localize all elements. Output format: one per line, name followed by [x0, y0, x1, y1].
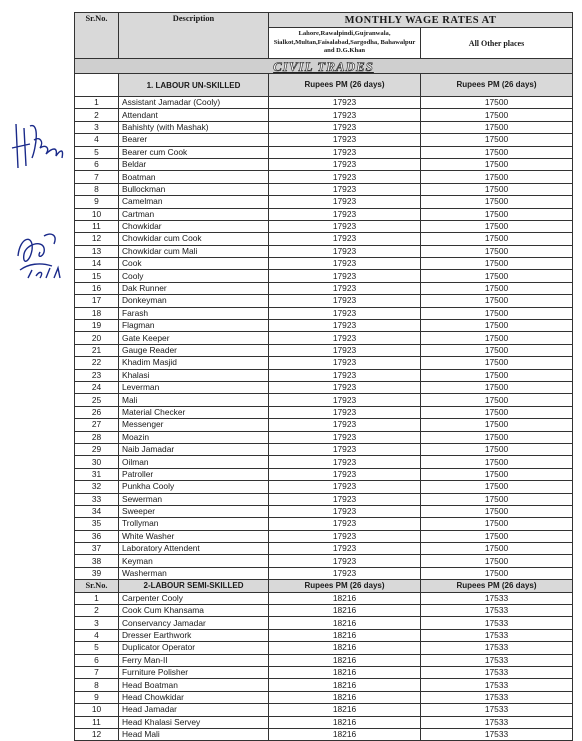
row-rate-a: 17923	[269, 406, 421, 418]
row-description: Cooly	[119, 270, 269, 282]
row-rate-a: 17923	[269, 493, 421, 505]
row-rate-b: 17500	[421, 419, 573, 431]
row-rate-b: 17500	[421, 121, 573, 133]
table-row	[75, 282, 573, 294]
row-rate-a: 17923	[269, 481, 421, 493]
row-sr-no: 7	[75, 666, 119, 678]
row-rate-a: 17923	[269, 567, 421, 579]
row-description: Attendant	[119, 109, 269, 121]
row-description: Sweeper	[119, 505, 269, 517]
row-description: White Washer	[119, 530, 269, 542]
row-sr-no: 29	[75, 443, 119, 455]
table-row	[75, 406, 573, 418]
row-sr-no: 21	[75, 344, 119, 356]
row-rate-b: 17500	[421, 258, 573, 270]
row-description: Khadim Masjid	[119, 357, 269, 369]
table-row	[75, 679, 573, 691]
row-description: Head Khalasi Servey	[119, 716, 269, 728]
section-blank-cell	[75, 74, 119, 97]
row-sr-no: 26	[75, 406, 119, 418]
row-sr-no: 5	[75, 642, 119, 654]
row-description: Leverman	[119, 381, 269, 393]
row-sr-no: 13	[75, 245, 119, 257]
table-row	[75, 518, 573, 530]
table-row	[75, 295, 573, 307]
rate-header-b: Rupees PM (26 days)	[421, 74, 573, 97]
row-rate-b: 17500	[421, 369, 573, 381]
row-sr-no: 4	[75, 134, 119, 146]
table-row	[75, 183, 573, 195]
table-row	[75, 158, 573, 170]
row-rate-b: 17500	[421, 431, 573, 443]
row-sr-no: 31	[75, 468, 119, 480]
row-rate-b: 17500	[421, 443, 573, 455]
row-rate-a: 17923	[269, 183, 421, 195]
row-sr-no: 2	[75, 605, 119, 617]
table-row	[75, 258, 573, 270]
row-rate-b: 17500	[421, 381, 573, 393]
row-rate-a: 17923	[269, 220, 421, 232]
row-description: Material Checker	[119, 406, 269, 418]
rate-header-a: Rupees PM (26 days)	[269, 74, 421, 97]
row-description: Bearer	[119, 134, 269, 146]
row-rate-b: 17500	[421, 171, 573, 183]
row-rate-b: 17500	[421, 134, 573, 146]
row-description: Flagman	[119, 320, 269, 332]
row-description: Ferry Man-II	[119, 654, 269, 666]
row-sr-no: 9	[75, 196, 119, 208]
row-rate-a: 17923	[269, 295, 421, 307]
row-description: Donkeyman	[119, 295, 269, 307]
table-row	[75, 419, 573, 431]
row-sr-no: 39	[75, 567, 119, 579]
row-sr-no: 7	[75, 171, 119, 183]
row-sr-no: 28	[75, 431, 119, 443]
table-row	[75, 121, 573, 133]
table-row	[75, 97, 573, 109]
table-row	[75, 381, 573, 393]
row-sr-no: 14	[75, 258, 119, 270]
table-row	[75, 642, 573, 654]
row-rate-b: 17500	[421, 344, 573, 356]
row-sr-no: 16	[75, 282, 119, 294]
row-description: Patroller	[119, 468, 269, 480]
row-rate-b: 17500	[421, 158, 573, 170]
row-rate-b: 17500	[421, 406, 573, 418]
row-rate-b: 17533	[421, 679, 573, 691]
row-sr-no: 8	[75, 183, 119, 195]
table-row	[75, 505, 573, 517]
row-sr-no: 1	[75, 97, 119, 109]
header-region-a: Lahore,Rawalpindi,Gujranwala, Sialkot,Multan,Faisalabad,Sargodha, Bahawalpur and D.G.Khan	[269, 28, 421, 59]
row-rate-a: 18216	[269, 716, 421, 728]
row-rate-a: 17923	[269, 270, 421, 282]
row-description: Cook	[119, 258, 269, 270]
row-rate-b: 17500	[421, 270, 573, 282]
row-rate-a: 17923	[269, 196, 421, 208]
row-sr-no: 12	[75, 233, 119, 245]
table-row	[75, 617, 573, 629]
row-rate-a: 18216	[269, 728, 421, 740]
row-description: Bahishty (with Mashak)	[119, 121, 269, 133]
row-rate-a: 17923	[269, 97, 421, 109]
table-row	[75, 233, 573, 245]
row-rate-b: 17500	[421, 245, 573, 257]
row-sr-no: 19	[75, 320, 119, 332]
row-rate-a: 17923	[269, 505, 421, 517]
row-rate-b: 17500	[421, 567, 573, 579]
row-description: Carpenter Cooly	[119, 592, 269, 604]
table-row	[75, 530, 573, 542]
row-sr-no: 8	[75, 679, 119, 691]
table-row	[75, 468, 573, 480]
table-row	[75, 344, 573, 356]
row-description: Cartman	[119, 208, 269, 220]
row-rate-b: 17533	[421, 728, 573, 740]
row-rate-a: 17923	[269, 258, 421, 270]
row-sr-no: 25	[75, 394, 119, 406]
row-rate-a: 18216	[269, 592, 421, 604]
row-description: Chowkidar cum Mali	[119, 245, 269, 257]
row-sr-no: 6	[75, 654, 119, 666]
row-rate-a: 17923	[269, 171, 421, 183]
row-rate-b: 17500	[421, 357, 573, 369]
table-row	[75, 555, 573, 567]
row-sr-no: 11	[75, 716, 119, 728]
row-sr-no: 11	[75, 220, 119, 232]
row-description: Naib Jamadar	[119, 443, 269, 455]
row-rate-b: 17500	[421, 307, 573, 319]
row-sr-no: 4	[75, 629, 119, 641]
row-rate-a: 17923	[269, 121, 421, 133]
row-rate-b: 17500	[421, 97, 573, 109]
table-row	[75, 704, 573, 716]
row-rate-a: 17923	[269, 307, 421, 319]
row-rate-a: 18216	[269, 679, 421, 691]
table-row	[75, 134, 573, 146]
row-rate-b: 17500	[421, 109, 573, 121]
header-description: Description	[119, 13, 269, 59]
row-rate-a: 18216	[269, 691, 421, 703]
row-rate-a: 17923	[269, 233, 421, 245]
row-sr-no: 2	[75, 109, 119, 121]
row-description: Assistant Jamadar (Cooly)	[119, 97, 269, 109]
table-row	[75, 369, 573, 381]
row-rate-b: 17533	[421, 666, 573, 678]
row-sr-no: 34	[75, 505, 119, 517]
row-description: Laboratory Attendent	[119, 543, 269, 555]
row-rate-b: 17500	[421, 208, 573, 220]
row-rate-b: 17533	[421, 605, 573, 617]
table-row	[75, 146, 573, 158]
row-rate-a: 18216	[269, 666, 421, 678]
table-row	[75, 332, 573, 344]
row-description: Conservancy Jamadar	[119, 617, 269, 629]
row-rate-b: 17533	[421, 654, 573, 666]
table-row	[75, 728, 573, 740]
row-sr-no: 27	[75, 419, 119, 431]
row-rate-b: 17500	[421, 282, 573, 294]
wage-rates-table	[74, 12, 573, 741]
category-title: CIVIL TRADES	[75, 59, 573, 74]
row-rate-b: 17500	[421, 233, 573, 245]
row-sr-no: 17	[75, 295, 119, 307]
table-row	[75, 307, 573, 319]
row-sr-no: 3	[75, 617, 119, 629]
row-rate-b: 17533	[421, 642, 573, 654]
table-row	[75, 357, 573, 369]
row-description: Chowkidar cum Cook	[119, 233, 269, 245]
row-rate-a: 17923	[269, 109, 421, 121]
row-sr-no: 23	[75, 369, 119, 381]
row-rate-b: 17533	[421, 592, 573, 604]
row-sr-no: 6	[75, 158, 119, 170]
row-description: Head Boatman	[119, 679, 269, 691]
row-rate-a: 17923	[269, 369, 421, 381]
table-row	[75, 629, 573, 641]
row-description: Duplicator Operator	[119, 642, 269, 654]
row-sr-no: 35	[75, 518, 119, 530]
row-description: Cook Cum Khansama	[119, 605, 269, 617]
table-row	[75, 716, 573, 728]
row-rate-a: 17923	[269, 543, 421, 555]
row-sr-no: 30	[75, 456, 119, 468]
row-description: Chowkidar	[119, 220, 269, 232]
row-rate-b: 17500	[421, 505, 573, 517]
table-row	[75, 666, 573, 678]
row-sr-no: 5	[75, 146, 119, 158]
row-sr-no: 33	[75, 493, 119, 505]
row-rate-b: 17500	[421, 518, 573, 530]
row-sr-no: 10	[75, 208, 119, 220]
row-rate-a: 17923	[269, 158, 421, 170]
row-description: Gate Keeper	[119, 332, 269, 344]
header-title: MONTHLY WAGE RATES AT	[269, 13, 573, 28]
row-rate-a: 17923	[269, 394, 421, 406]
row-rate-a: 18216	[269, 605, 421, 617]
row-description: Khalasi	[119, 369, 269, 381]
table-row	[75, 171, 573, 183]
row-rate-a: 17923	[269, 282, 421, 294]
row-sr-no: 36	[75, 530, 119, 542]
row-rate-b: 17500	[421, 543, 573, 555]
row-description: Messenger	[119, 419, 269, 431]
row-sr-no: 9	[75, 691, 119, 703]
table-row	[75, 245, 573, 257]
row-rate-b: 17500	[421, 295, 573, 307]
row-rate-a: 17923	[269, 530, 421, 542]
section-header-row	[75, 580, 573, 592]
row-rate-b: 17500	[421, 196, 573, 208]
rate-header-a-semiskilled: Rupees PM (26 days)	[269, 580, 421, 592]
row-sr-no: 1	[75, 592, 119, 604]
row-description: Beldar	[119, 158, 269, 170]
row-description: Bearer cum Cook	[119, 146, 269, 158]
row-rate-a: 17923	[269, 443, 421, 455]
handwritten-signature-2	[14, 226, 70, 282]
row-rate-a: 17923	[269, 431, 421, 443]
row-sr-no: 18	[75, 307, 119, 319]
row-description: Keyman	[119, 555, 269, 567]
row-description: Trollyman	[119, 518, 269, 530]
handwritten-signature-1	[10, 118, 66, 174]
table-row	[75, 493, 573, 505]
section-sr-no: Sr.No.	[75, 580, 119, 592]
row-sr-no: 15	[75, 270, 119, 282]
row-sr-no: 38	[75, 555, 119, 567]
table-row	[75, 543, 573, 555]
row-rate-a: 17923	[269, 555, 421, 567]
row-rate-a: 17923	[269, 332, 421, 344]
row-rate-b: 17500	[421, 481, 573, 493]
row-rate-b: 17533	[421, 617, 573, 629]
row-sr-no: 37	[75, 543, 119, 555]
row-rate-b: 17500	[421, 332, 573, 344]
row-description: Head Mali	[119, 728, 269, 740]
table-row	[75, 270, 573, 282]
row-rate-b: 17533	[421, 691, 573, 703]
row-sr-no: 32	[75, 481, 119, 493]
table-row	[75, 605, 573, 617]
row-rate-b: 17500	[421, 530, 573, 542]
row-sr-no: 10	[75, 704, 119, 716]
row-rate-a: 17923	[269, 381, 421, 393]
row-rate-a: 18216	[269, 654, 421, 666]
row-rate-b: 17500	[421, 493, 573, 505]
table-row	[75, 431, 573, 443]
row-description: Oilman	[119, 456, 269, 468]
table-row	[75, 654, 573, 666]
row-rate-b: 17500	[421, 146, 573, 158]
row-description: Dresser Earthwork	[119, 629, 269, 641]
row-rate-a: 17923	[269, 208, 421, 220]
row-rate-a: 17923	[269, 245, 421, 257]
row-rate-b: 17500	[421, 468, 573, 480]
row-description: Furniture Polisher	[119, 666, 269, 678]
row-rate-a: 18216	[269, 617, 421, 629]
table-row	[75, 320, 573, 332]
table-row	[75, 394, 573, 406]
row-rate-a: 18216	[269, 629, 421, 641]
row-sr-no: 3	[75, 121, 119, 133]
row-rate-b: 17500	[421, 183, 573, 195]
row-description: Bullockman	[119, 183, 269, 195]
row-rate-b: 17500	[421, 394, 573, 406]
row-sr-no: 20	[75, 332, 119, 344]
table-row	[75, 220, 573, 232]
row-rate-a: 17923	[269, 344, 421, 356]
row-rate-a: 17923	[269, 320, 421, 332]
section-unskilled-title: 1. LABOUR UN-SKILLED	[119, 74, 269, 97]
row-rate-a: 17923	[269, 146, 421, 158]
table-row	[75, 208, 573, 220]
row-rate-a: 17923	[269, 357, 421, 369]
row-rate-b: 17533	[421, 629, 573, 641]
row-sr-no: 24	[75, 381, 119, 393]
table-row	[75, 567, 573, 579]
row-rate-b: 17500	[421, 555, 573, 567]
row-rate-a: 17923	[269, 419, 421, 431]
row-description: Camelman	[119, 196, 269, 208]
table-row	[75, 456, 573, 468]
table-row	[75, 196, 573, 208]
row-description: Moazin	[119, 431, 269, 443]
row-description: Washerman	[119, 567, 269, 579]
table-row	[75, 481, 573, 493]
row-rate-a: 17923	[269, 468, 421, 480]
row-rate-a: 17923	[269, 134, 421, 146]
row-rate-a: 18216	[269, 704, 421, 716]
row-rate-a: 17923	[269, 518, 421, 530]
row-description: Punkha Cooly	[119, 481, 269, 493]
row-description: Sewerman	[119, 493, 269, 505]
table-row	[75, 109, 573, 121]
row-rate-a: 17923	[269, 456, 421, 468]
row-rate-b: 17533	[421, 716, 573, 728]
row-description: Farash	[119, 307, 269, 319]
row-description: Boatman	[119, 171, 269, 183]
row-rate-a: 18216	[269, 642, 421, 654]
row-description: Head Chowkidar	[119, 691, 269, 703]
rate-header-b-semiskilled: Rupees PM (26 days)	[421, 580, 573, 592]
table-row	[75, 443, 573, 455]
row-description: Gauge Reader	[119, 344, 269, 356]
section-semiskilled-title: 2-LABOUR SEMI-SKILLED	[119, 580, 269, 592]
row-description: Mali	[119, 394, 269, 406]
row-sr-no: 22	[75, 357, 119, 369]
row-sr-no: 12	[75, 728, 119, 740]
row-description: Head Jamadar	[119, 704, 269, 716]
header-sr-no: Sr.No.	[75, 13, 119, 59]
row-rate-b: 17500	[421, 456, 573, 468]
row-description: Dak Runner	[119, 282, 269, 294]
row-rate-b: 17500	[421, 220, 573, 232]
row-rate-b: 17533	[421, 704, 573, 716]
table-row	[75, 592, 573, 604]
row-rate-b: 17500	[421, 320, 573, 332]
table-row	[75, 691, 573, 703]
header-region-b: All Other places	[421, 28, 573, 59]
